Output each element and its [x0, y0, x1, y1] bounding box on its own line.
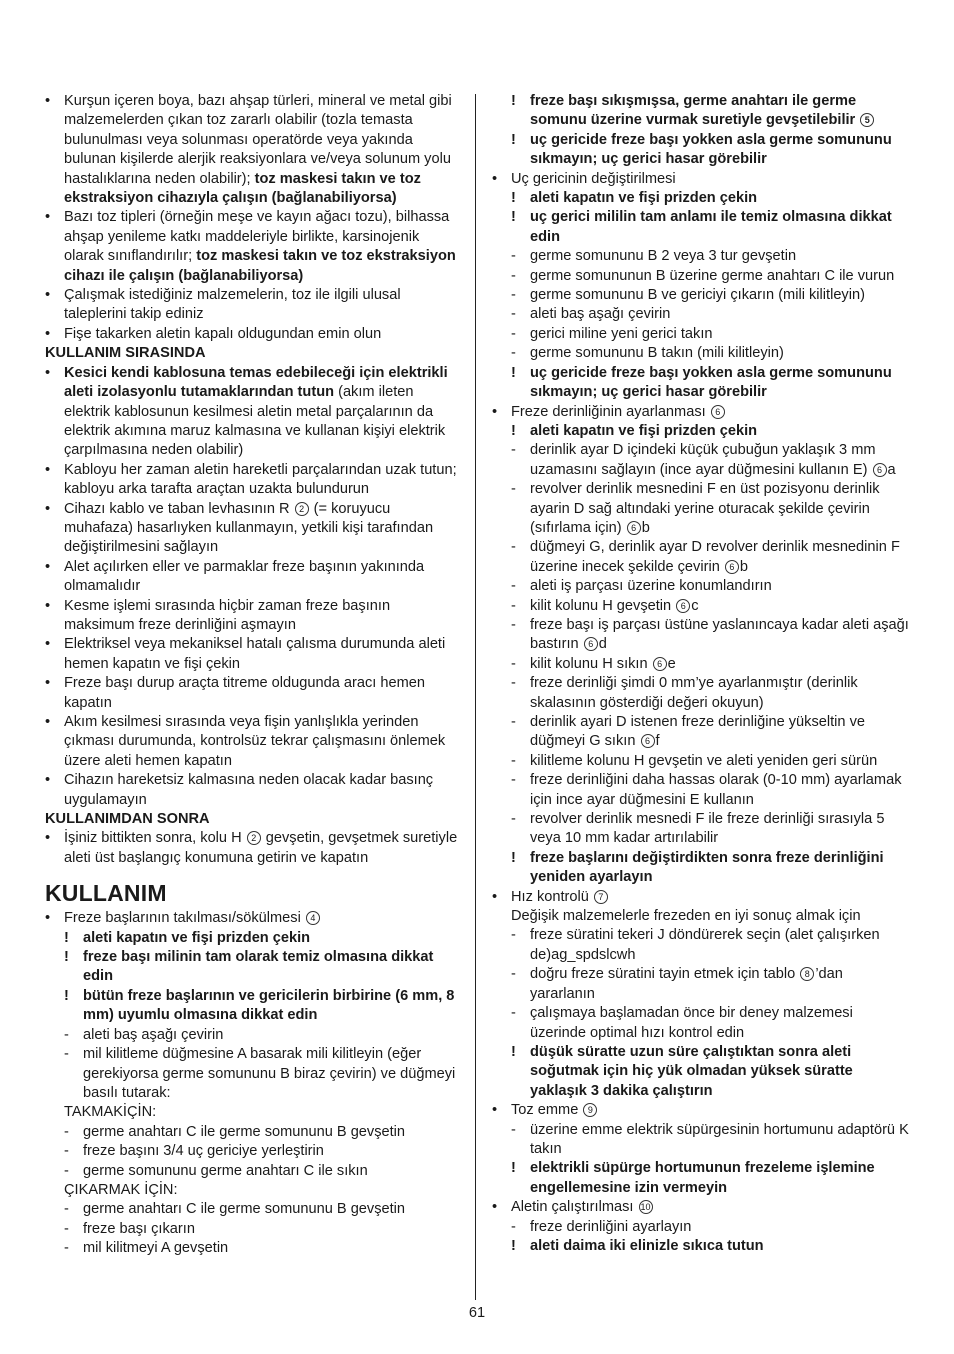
figure-reference: 6 — [627, 521, 641, 535]
dash-step — [492, 441, 910, 480]
dash-marker: - — [511, 966, 516, 983]
item-text: germe somununun B üzerine germe anahtarı C ile vurun — [530, 267, 895, 284]
item-text: freze süratini tekeri J döndürerek seçin (alet çalışırken de)ag_spdslcwh — [530, 927, 880, 963]
item-text: germe anahtarı C ile germe somununu B gevşetin — [83, 1201, 406, 1218]
dash-step — [492, 577, 910, 596]
item-text: freze başı sıkışmışsa, germe anahtarı ile germe somunu üzerine vurmak suretiyle gevşetilebilir 5 — [530, 92, 910, 131]
bullet-marker: • — [45, 325, 51, 342]
bullet-item — [45, 829, 460, 868]
bullet-marker: • — [45, 714, 51, 730]
item-text: kilit kolunu H gevşetin 6 c — [530, 597, 699, 614]
item-text: freze başı iş parçası üstüne yaslanıncaya kadar aleti aşağı bastırın 6 d — [530, 616, 909, 653]
item-text: mil kilitmeyi A gevşetin — [83, 1240, 229, 1257]
item-text: revolver derinlik mesnedini F en üst pozisyonu derinlik ayarin D sağ altındaki yerine oturacak şekilde çevirin (sıfırlama için) 6 b — [530, 481, 880, 536]
bullet-item — [45, 92, 460, 208]
item-text: derinlik ayar D içindeki küçük çubuğun yaklaşık 3 mm uzamasını sağlayın (ince ayar düğmesini kullanın E) 6 a — [530, 442, 896, 478]
excl-marker: ! — [64, 987, 69, 1004]
dash-marker: - — [511, 597, 516, 614]
warning-item — [492, 131, 910, 170]
item-text: germe somununu B ve gericiyi çıkarın (mili kilitleyin) — [530, 287, 865, 304]
excl-marker: ! — [511, 1160, 516, 1177]
bullet-marker: • — [45, 364, 51, 381]
dash-marker: - — [511, 772, 516, 789]
dash-step — [492, 1004, 910, 1043]
section-heading: KULLANIMDAN SONRA — [45, 811, 210, 828]
figure-reference: 6 — [676, 599, 690, 613]
page-number: 61 — [468, 1305, 486, 1321]
excl-marker: ! — [511, 422, 516, 439]
item-text: Cihazı kablo ve taban levhasının R 2 (= koruyucu muhafaza) hasarlıyken kullanmayın, yetkili kişi tarafından değiştirilmesini sağlayın — [64, 500, 434, 556]
dash-marker: - — [64, 1143, 69, 1160]
item-text: Kabloyu her zaman aletin hareketli parçalarından uzak tutun; kabloyu arka tarafta araçtan uzakta bulundurun — [64, 461, 457, 498]
item-text: aleti iş parçası üzerine konumlandırın — [530, 578, 772, 595]
subheading: Değişik malzemelerle frezeden en iyi sonuç almak için — [511, 908, 861, 925]
warning-item — [492, 208, 910, 247]
bullet-marker: • — [45, 461, 51, 478]
excl-marker: ! — [511, 1237, 516, 1254]
dash-step — [492, 810, 910, 849]
dash-step — [492, 965, 910, 1004]
dash-marker: - — [511, 481, 516, 498]
item-text: İşiniz bittikten sonra, kolu H 2 gevşetin, gevşetmek suretiyle aleti üst başlangıç konumuna getirin ve kapatın — [64, 830, 458, 866]
dash-step — [45, 1200, 460, 1219]
item-text: Uç gericinin değiştirilmesi — [511, 170, 676, 187]
item-text: gerici miline yeni gerici takın — [530, 325, 713, 342]
dash-step — [492, 771, 910, 810]
item-text: freze başlarını değiştirdikten sonra freze derinliğini yeniden ayarlayın — [530, 849, 884, 886]
dash-step — [492, 286, 910, 305]
figure-reference: 4 — [306, 911, 320, 925]
item-text: Akım kesilmesi sırasında veya fişin yanlışlıkla yerinden çıkması durumunda, kontrolsüz tekrar çalışmasını önlemek üzere aleti hemen kapatın — [64, 714, 446, 769]
item-text: Kesici kendi kablosuna temas edebileceği için elektrikli aleti izolasyonlu tutamaklarından tutun (akım ileten elektrik kablosunun kesilmesi aletin metal parçalarının da elektrik akımına maruz kalmasına ve kullanan kişiyi elektrik çarpılmasına neden olabilir) — [64, 364, 448, 459]
figure-reference: 2 — [295, 502, 309, 516]
item-text: mil kilitleme düğmesine A basarak mili kilitleyin (eğer gerekiyorsa germe somununu B biraz çevirin) ve düğmeyi basılı tutarak: — [83, 1046, 456, 1101]
dash-step — [45, 1220, 460, 1239]
figure-reference: 6 — [641, 734, 655, 748]
bullet-marker: • — [45, 675, 51, 692]
dash-step — [45, 1026, 460, 1045]
dash-marker: - — [511, 752, 516, 769]
item-text: Aletin çalıştırılması 10 — [511, 1199, 651, 1216]
bullet-marker: • — [492, 403, 498, 420]
dash-step — [45, 1045, 460, 1103]
dash-marker: - — [511, 248, 516, 265]
dash-step — [45, 1162, 460, 1181]
bullet-marker: • — [45, 772, 51, 789]
item-text: Elektriksel veya mekaniksel hatalı çalısma durumunda aleti hemen kapatın ve fişi çekin — [64, 636, 446, 672]
item-text: germe somununu B 2 veya 3 tur gevşetin — [530, 248, 797, 265]
dash-marker: - — [511, 287, 516, 304]
dash-step — [492, 655, 910, 674]
dash-marker: - — [511, 927, 516, 944]
item-text: Toz emme 9 — [511, 1101, 910, 1120]
bullet-item — [45, 558, 460, 597]
subheading: ÇIKARMAK İÇİN: — [64, 1181, 178, 1198]
dash-marker: - — [511, 578, 516, 595]
dash-marker: - — [511, 325, 516, 342]
dash-step — [492, 267, 910, 286]
bullet-item — [492, 888, 910, 907]
bold-text: toz maskesi takın ve toz ekstraksiyon cihazı ile çalışın (bağlanabiliyorsa) — [64, 248, 456, 284]
dash-step — [492, 1121, 910, 1160]
dash-marker: - — [511, 655, 516, 672]
excl-marker: ! — [511, 849, 516, 866]
item-text: uç gericide freze başı yokken asla germe somununu sıkmayın; uç gerici hasar görebilir — [530, 131, 892, 168]
bullet-item — [45, 208, 460, 286]
item-text: germe somununu B takın (mili kilitleyin) — [530, 345, 784, 362]
item-text: revolver derinlik mesnedi F ile freze derinliği sırasıyla 5 veya 10 mm kadar artırılabilir — [530, 811, 885, 847]
dash-marker: - — [511, 539, 516, 556]
bullet-item — [492, 1101, 910, 1120]
bullet-item — [45, 713, 460, 771]
figure-reference: 6 — [711, 405, 725, 419]
bullet-item — [45, 461, 460, 500]
bullet-marker: • — [45, 93, 51, 109]
item-text: Çalışmak istediğiniz malzemelerin, toz ile ilgili ulusal taleplerini takip ediniz — [64, 287, 401, 323]
bullet-marker: • — [45, 500, 51, 517]
right-column — [492, 92, 910, 1256]
item-text: derinlik ayari D istenen freze derinliğine yükseltin ve düğmeyi G sıkın 6 f — [530, 714, 866, 750]
excl-marker: ! — [64, 929, 69, 946]
dash-step — [45, 1239, 460, 1258]
dash-marker: - — [511, 306, 516, 323]
dash-marker: - — [64, 1046, 69, 1063]
dash-step — [492, 344, 910, 363]
item-text: Freze başı durup araçta titreme oldugunda aracı hemen kapatın — [64, 675, 425, 711]
figure-reference: 2 — [247, 831, 261, 845]
dash-marker: - — [511, 675, 516, 692]
dash-marker: - — [64, 1026, 69, 1043]
item-text: uç gericide freze başı yokken asla germe somununu sıkmayın; uç gerici hasar görebilir — [530, 364, 892, 401]
item-text: aleti daima iki elinizle sıkıca tutun — [530, 1237, 764, 1254]
dash-marker: - — [511, 1218, 516, 1235]
item-text: Bazı toz tipleri (örneğin meşe ve kayın ağacı tozu), bilhassa ahşap yenileme katkı maddeleriyle birlikte, karsinojenik olarak sınıflandırılır; toz maskesi takın ve toz ekstraksiyon cihazı ile çalışın (bağlanabiliyorsa) — [64, 209, 456, 284]
dash-step — [492, 713, 910, 752]
item-text: aleti kapatın ve fişi prizden çekin — [530, 422, 758, 439]
figure-reference: 6 — [725, 560, 739, 574]
excl-marker: ! — [511, 93, 516, 109]
dash-marker: - — [64, 1201, 69, 1218]
figure-reference: 7 — [594, 890, 608, 904]
item-text: üzerine emme elektrik süpürgesinin hortumunu adaptörü K takın — [530, 1121, 909, 1157]
dash-step — [492, 480, 910, 538]
bullet-item — [492, 1198, 910, 1217]
bold-text: toz maskesi takın ve toz ekstraksiyon cihazıyla çalışın (bağlanabiliyorsa) — [64, 170, 421, 207]
figure-reference: 6 — [584, 637, 598, 651]
left-column — [45, 92, 460, 1259]
dash-step — [492, 538, 910, 577]
excl-marker: ! — [511, 1043, 516, 1060]
item-text: freze derinliğini ayarlayın — [530, 1218, 692, 1235]
item-text: freze başını 3/4 uç gericiye yerleştirin — [83, 1143, 324, 1160]
excl-marker: ! — [511, 364, 516, 381]
excl-marker: ! — [511, 131, 516, 148]
warning-item — [492, 189, 910, 208]
item-text: Alet açılırken eller ve parmaklar freze başının yakınında olmamalıdır — [64, 558, 425, 595]
dash-marker: - — [511, 442, 516, 459]
figure-reference: 5 — [860, 113, 874, 127]
dash-marker: - — [64, 1240, 69, 1257]
item-text: düşük süratte uzun süre çalıştıktan sonra aleti soğutmak için hiç yük olmadan yüksek süratte yaklaşık 3 dakika çalıştırın — [530, 1043, 853, 1099]
item-text: kilitleme kolunu H gevşetin ve aleti yeniden geri sürün — [530, 752, 878, 769]
dash-step — [45, 1123, 460, 1142]
bullet-item — [45, 635, 460, 674]
dash-step — [492, 674, 910, 713]
dash-step — [45, 1142, 460, 1161]
dash-marker: - — [511, 811, 516, 828]
bullet-marker: • — [45, 597, 51, 614]
bullet-marker: • — [492, 888, 498, 905]
item-text: germe anahtarı C ile germe somununu B gevşetin — [83, 1123, 406, 1140]
item-text: Freze başlarının takılması/sökülmesi 4 — [64, 909, 460, 928]
item-text: çalışmaya başlamadan önce bir deney malzemesi üzerinde optimal hızı kontrol edin — [530, 1005, 853, 1041]
chapter-title: KULLANIM — [45, 880, 167, 907]
bullet-marker: • — [492, 1199, 498, 1216]
item-text: Fişe takarken aletin kapalı oldugundan emin olun — [64, 325, 382, 342]
item-text: aleti kapatın ve fişi prizden çekin — [83, 929, 311, 946]
bullet-item — [45, 771, 460, 810]
dash-marker: - — [64, 1220, 69, 1237]
item-text: aleti baş aşağı çevirin — [530, 306, 671, 323]
dash-step — [492, 597, 910, 616]
bullet-item — [45, 909, 460, 928]
item-text: uç gerici mililin tam anlamı ile temiz olmasına dikkat edin — [530, 209, 892, 245]
bullet-marker: • — [45, 910, 51, 927]
bullet-marker: • — [45, 636, 51, 653]
item-text: elektrikli süpürge hortumunun frezeleme işlemine engellemesine izin vermeyin — [530, 1160, 875, 1196]
excl-marker: ! — [511, 209, 516, 226]
item-text: Freze derinliğinin ayarlanması 6 — [511, 403, 910, 422]
bullet-item — [45, 364, 460, 461]
item-text: bütün freze başlarının ve gericilerin birbirine (6 mm, 8 mm) uyumlu olmasına dikkat edin — [83, 987, 455, 1024]
bullet-marker: • — [45, 287, 51, 304]
dash-step — [492, 247, 910, 266]
warning-item — [492, 364, 910, 403]
figure-reference: 9 — [583, 1103, 597, 1117]
item-text: freze derinliği şimdi 0 mm’ye ayarlanmıştır (derinlik skalasının gösterdiği değeri okuyun) — [530, 675, 858, 711]
section-heading: KULLANIM SIRASINDA — [45, 345, 206, 362]
warning-item — [45, 987, 460, 1026]
item-text: freze başı milinin tam olarak temiz olmasına dikkat edin — [83, 949, 434, 985]
warning-item — [492, 1043, 910, 1101]
warning-item — [492, 1159, 910, 1198]
item-text: Kurşun içeren boya, bazı ahşap türleri, mineral ve metal gibi malzemelerden çıkan toz zararlı olabilir (tozla temasta bulunulması veya solunması operatörde veya yakında bulunan kişilerde alerjik reaksiyonlara ve/veya solunum yolu hastalıklarına neden olabilir); toz maskesi takın ve toz ekstraksiyon cihazıyla çalışın (bağlanabiliyorsa) — [64, 93, 452, 207]
dash-marker: - — [64, 1162, 69, 1179]
warning-item — [45, 929, 460, 948]
bullet-item — [45, 325, 460, 344]
bullet-marker: • — [492, 1102, 498, 1119]
dash-marker: - — [511, 616, 516, 633]
subheading: TAKMAKİÇİN: — [64, 1104, 157, 1121]
bullet-item — [45, 286, 460, 325]
dash-step — [492, 616, 910, 655]
warning-item — [492, 1237, 910, 1256]
dash-marker: - — [511, 714, 516, 730]
column-divider — [475, 94, 476, 1300]
bullet-item — [45, 597, 460, 636]
dash-step — [492, 305, 910, 324]
warning-item — [45, 948, 460, 987]
item-text: kilit kolunu H sıkın 6 e — [530, 655, 676, 672]
dash-marker: - — [511, 345, 516, 362]
bullet-marker: • — [45, 830, 51, 847]
bullet-item — [492, 170, 910, 189]
bullet-item — [492, 403, 910, 422]
bullet-item — [45, 500, 460, 558]
dash-step — [492, 926, 910, 965]
item-text: aleti kapatın ve fişi prizden çekin — [530, 190, 758, 207]
bullet-item — [45, 674, 460, 713]
item-text: doğru freze süratini tayin etmek için tablo 8 ’dan yararlanın — [530, 966, 843, 1002]
dash-marker: - — [511, 1005, 516, 1022]
dash-marker: - — [511, 1121, 516, 1138]
bullet-marker: • — [45, 558, 51, 575]
dash-marker: - — [64, 1123, 69, 1140]
dash-marker: - — [511, 267, 516, 284]
dash-step — [492, 325, 910, 344]
item-text: freze başı çıkarın — [83, 1220, 195, 1237]
item-text: germe somununu germe anahtarı C ile sıkın — [83, 1162, 368, 1179]
item-text: düğmeyi G, derinlik ayar D revolver derinlik mesnedinin F üzerine inecek şekilde çevirin 6 b — [530, 539, 900, 575]
bullet-marker: • — [45, 209, 51, 226]
dash-step — [492, 1218, 910, 1237]
item-text: Kesme işlemi sırasında hiçbir zaman freze başının maksimum freze derinliğini aşmayın — [64, 597, 391, 633]
warning-item — [492, 92, 910, 131]
item-text: freze derinliğini daha hassas olarak (0-10 mm) ayarlamak için ince ayar düğmesini E kullanın — [530, 772, 902, 808]
bold-text: Kesici kendi kablosuna temas edebileceği için elektrikli aleti izolasyonlu tutamaklarından tutun — [64, 364, 448, 401]
item-text: Hız kontrolü 7 — [511, 888, 910, 907]
warning-item — [492, 849, 910, 888]
excl-marker: ! — [64, 949, 69, 966]
warning-item — [492, 422, 910, 441]
figure-reference: 10 — [640, 1202, 651, 1213]
figure-reference: 8 — [800, 967, 814, 981]
item-text: Cihazın hareketsiz kalmasına neden olacak kadar basınç uygulamayın — [64, 772, 434, 808]
dash-step — [492, 752, 910, 771]
figure-reference: 6 — [873, 463, 887, 477]
excl-marker: ! — [511, 190, 516, 207]
bullet-marker: • — [492, 170, 498, 187]
item-text: aleti baş aşağı çevirin — [83, 1026, 224, 1043]
figure-reference: 6 — [653, 657, 667, 671]
